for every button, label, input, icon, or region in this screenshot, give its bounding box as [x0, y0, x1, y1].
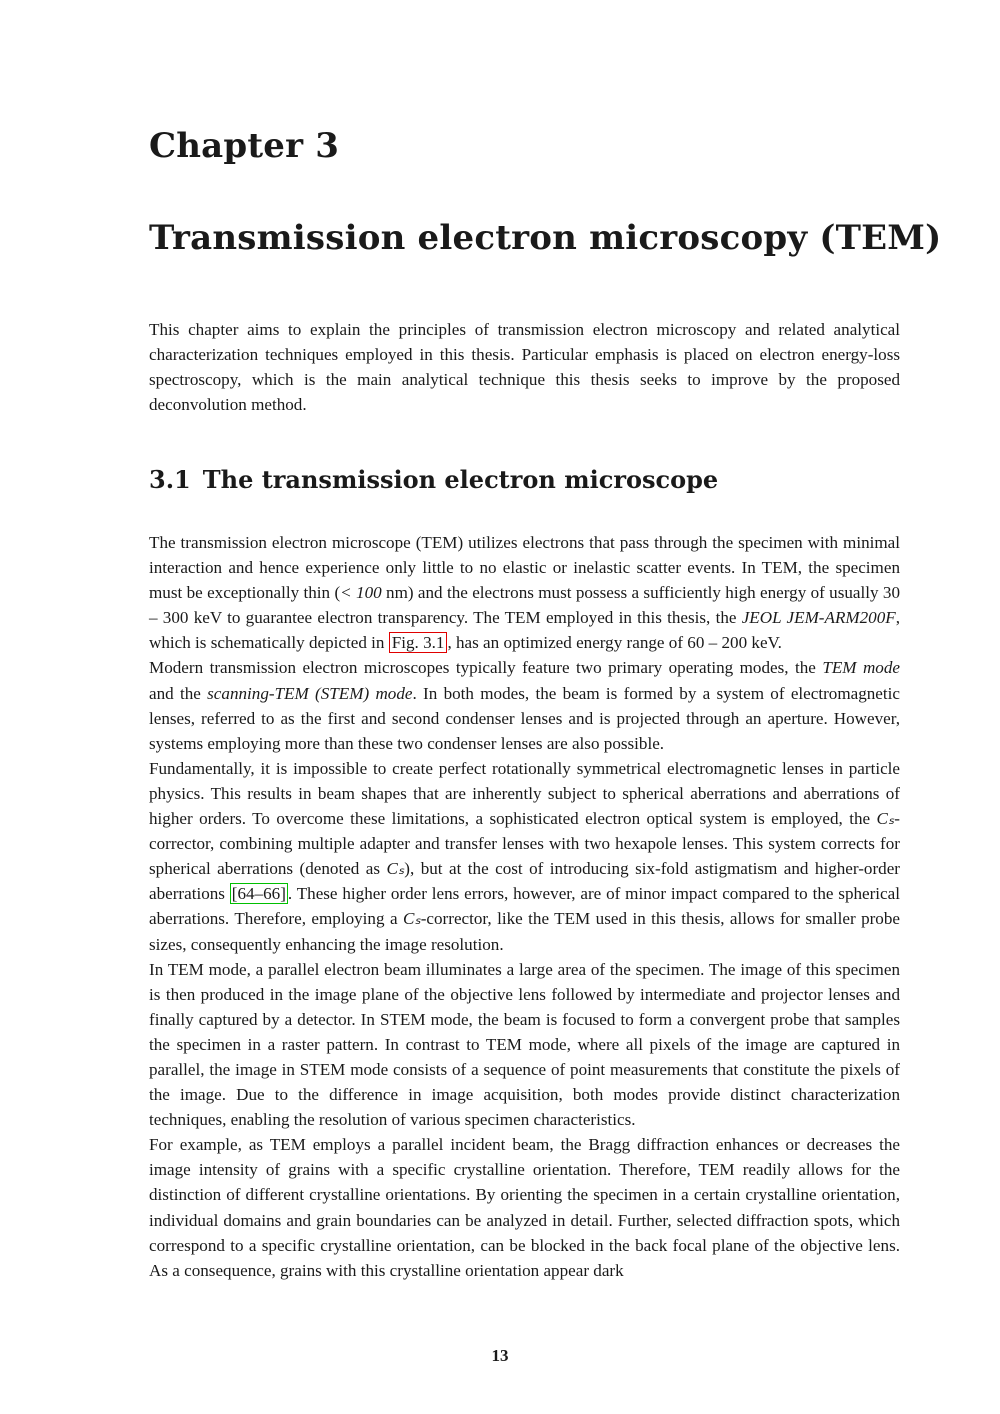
paragraph-aberrations: Fundamentally, it is impossible to create perfect rotationally symmetrical electromagnetic lenses in particle physics. This results in beam shapes that are inherently subject to spherical aberrations and aberrations of higher orders. To overcome these limitations, a sophisticated electron optical system is employed, the Cₛ-corrector, combining multiple adapter and transfer lenses with two hexapole lenses. This system corrects for spherical aberrations (denoted as Cₛ), but at the cost of introducing six-fold astigmatism and higher-order aberrations [64–66] . These higher order lens errors, however, are of minor impact compared to the spherical aberrations. Therefore, employing a Cₛ-corrector, like the TEM used in this thesis, allows for smaller probe sizes, consequently enhancing the image resolution.: [149, 758, 900, 954]
chapter-intro-paragraph: This chapter aims to explain the principles of transmission electron microscopy and related analytical characterization techniques employed in this thesis. Particular emphasis is placed on electron energy-loss spectroscopy, which is the main analytical technique this thesis seeks to improve by the proposed deconvolution method.: [149, 320, 900, 415]
section-number: 3.1: [149, 465, 191, 494]
section-title: The transmission electron microscope: [202, 465, 719, 494]
paragraph-tem-overview: The transmission electron microscope (TEM) utilizes electrons that pass through the specimen with minimal interaction and hence experience only little to no elastic or inelastic scatter events. In TEM, the specimen must be exceptionally thin (< 100 nm) and the electrons must possess a sufficiently high energy of usually 30 – 300 keV to guarantee electron transparency. The TEM employed in this thesis, the JEOL JEM-ARM200F, which is schematically depicted in Fig. 3.1 , has an optimized energy range of 60 – 200 keV.: [149, 533, 901, 653]
chapter-title: Transmission electron microscopy (TEM): [149, 218, 942, 258]
paragraph-bragg-diffraction: For example, as TEM employs a parallel incident beam, the Bragg diffraction enhances or decreases the image intensity of grains with a specific crystalline orientation. Therefore, TEM readily allows for the distinction of different crystalline orientations. By orienting the specimen in a certain crystalline orientation, individual domains and grain boundaries can be analyzed in detail. Further, selected diffraction spots, which correspond to a specific crystalline orientation, can be blocked in the back focal plane of the objective lens. As a consequence, grains with this crystalline orientation appear dark: [149, 1135, 900, 1280]
paragraph-tem-stem-modes: In TEM mode, a parallel electron beam illuminates a large area of the specimen. The image of this specimen is then produced in the image plane of the objective lens followed by intermediate and projector lenses and finally captured by a detector. In STEM mode, the beam is focused to form a convergent probe that samples the specimen in a raster pattern. In contrast to TEM mode, where all pixels of the image are captured in parallel, the image in STEM mode consists of a sequence of point measurements that constitute the pixels of the image. Due to the difference in image acquisition, both modes provide distinct characterization techniques, enabling the resolution of various specimen characteristics.: [149, 959, 900, 1130]
figure-reference-link[interactable]: Fig. 3.1: [389, 632, 448, 653]
section-body: [149, 530, 900, 1283]
page-number: 13: [491, 1346, 509, 1365]
citation-link[interactable]: [64–66]: [231, 884, 286, 904]
microscope-model: JEOL JEM-ARM200F: [741, 608, 896, 628]
paragraph-operating-modes: Modern transmission electron microscopes typically feature two primary operating modes, the TEM mode and the scanning-TEM (STEM) mode. In both modes, the beam is formed by a system of electromagnetic lenses, referred to as the first and second condenser lenses and is projected through an aperture. However, systems employing more than these two condenser lenses are also possible.: [149, 658, 900, 753]
chapter-label: Chapter 3: [149, 126, 340, 166]
section-heading: [149, 466, 718, 495]
